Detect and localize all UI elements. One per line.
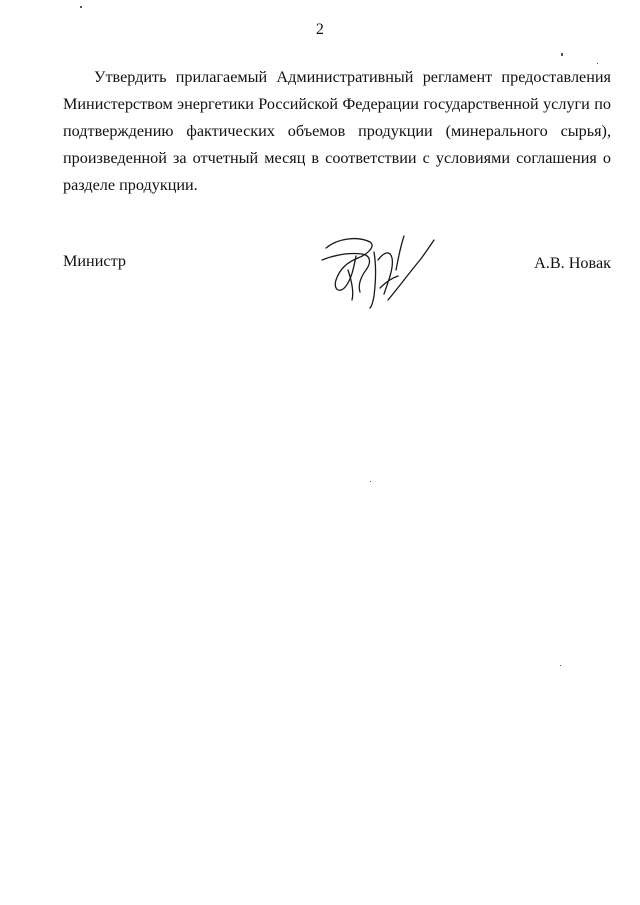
scan-speck [80,6,82,8]
scan-speck [560,665,561,666]
signatory-position: Министр [63,252,126,270]
signatory-name: А.В. Новак [534,254,611,272]
handwritten-signature [318,230,438,310]
page-number: 2 [315,21,325,38]
signature-block [63,248,611,318]
scan-speck [561,53,563,56]
scan-speck [370,481,371,482]
scan-speck [597,63,598,64]
decree-paragraph: Утвердить прилагаемый Административный регламент предоставления Министерством энергетики Российской Федерации государственной услуги по подтверждению фактических объемов продукции (минерального сырья), произведенной за отчетный месяц в соответствии с условиями соглашения о разделе продукции. [63,68,611,194]
